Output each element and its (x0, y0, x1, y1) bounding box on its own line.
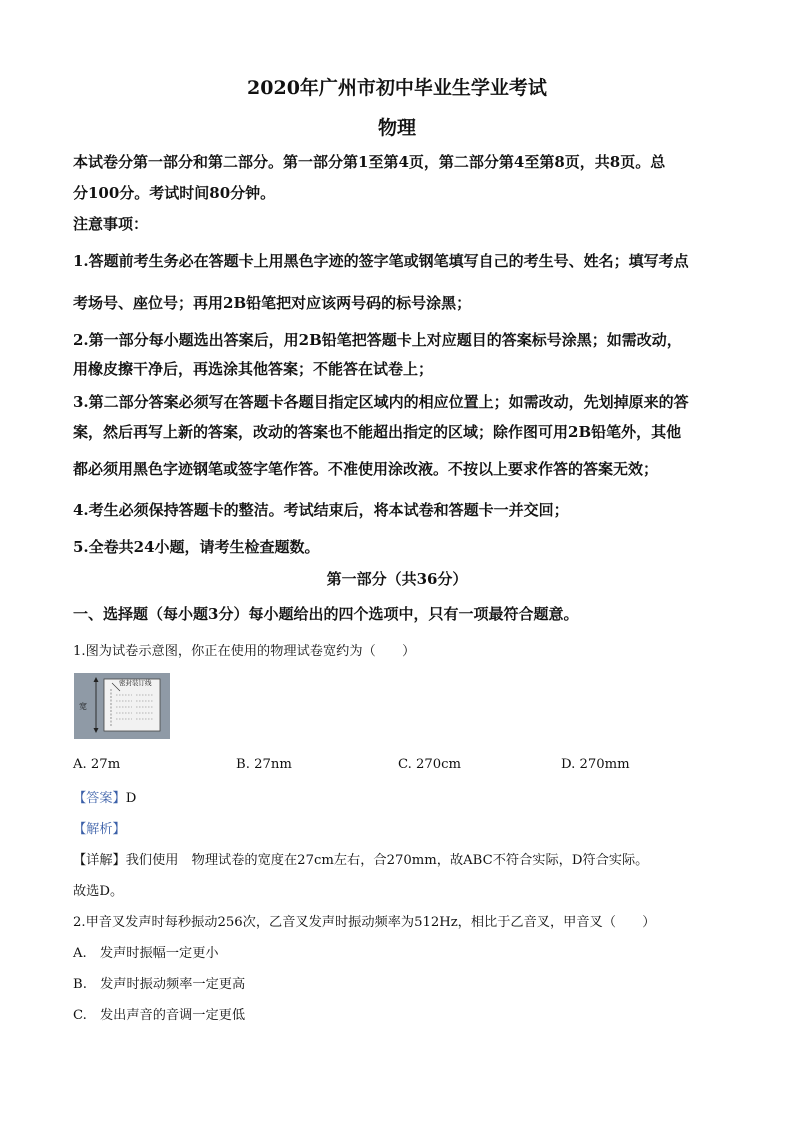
q2-option-c: C. 发出声音的音调一定更低 (73, 1008, 246, 1023)
part-heading: 第一部分（共36分） (326, 570, 468, 588)
q2-option-b: B. 发声时振动频率一定更高 (73, 977, 246, 992)
notice-line: 5.全卷共24小题，请考生检查题数。 (73, 538, 320, 556)
answer-value: D (125, 791, 137, 806)
intro-line-1: 本试卷分第一部分和第二部分。第一部分第1至第4页，第二部分第4至第8页，共8页。总 (73, 153, 666, 171)
exam-title: 2020年广州市初中毕业生学业考试 (247, 77, 547, 99)
notice-line: 都必须用黑色字迹钢笔或签字笔作答。不准使用涂改液。不按以上要求作答的答案无效； (73, 460, 659, 478)
notice-line: 3.第二部分答案必须写在答题卡各题目指定区域内的相应位置上；如需改动，先划掉原来的答 (73, 393, 689, 411)
q1-option-a: A. 27m (73, 757, 121, 772)
detail-tag: 【详解】 (73, 853, 126, 868)
exam-subject: 物理 (377, 117, 416, 139)
q2-option-a: A. 发声时振幅一定更小 (73, 946, 219, 961)
q1-option-c: C. 270cm (398, 757, 462, 772)
notice-line: 4.考生必须保持答题卡的整洁。考试结束后，将本试卷和答题卡一并交回； (73, 501, 569, 519)
figure-label-width: 宽 (79, 702, 87, 711)
intro-line-2: 分100分。考试时间80分钟。 (73, 184, 276, 202)
q1-analysis-tag: 【解析】 (73, 822, 126, 837)
section-heading: 一、选择题（每小题3分）每小题给出的四个选项中，只有一项最符合题意。 (73, 605, 579, 623)
notice-line: 案，然后再写上新的答案，改动的答案也不能超出指定的区域；除作图可用2B铅笔外，其他 (73, 423, 682, 441)
detail-text: 我们使用 物理试卷的宽度在27cm左右，合270mm，故ABC不符合实际，D符合实际。 (125, 853, 649, 868)
notice-heading: 注意事项： (73, 215, 149, 233)
answer-tag: 【答案】 (73, 791, 126, 806)
q1-conclusion: 故选D。 (73, 884, 124, 899)
notice-line: 用橡皮擦干净后，再选涂其他答案；不能答在试卷上； (73, 360, 434, 378)
question-2-stem: 2.甲音叉发声时每秒振动256次，乙音叉发声时振动频率为512Hz，相比于乙音叉，甲音叉（ ） (73, 915, 656, 930)
notice-line: 2.第一部分每小题选出答案后，用2B铅笔把答题卡上对应题目的答案标号涂黑；如需改动， (73, 331, 682, 349)
q1-option-d: D. 270mm (561, 757, 630, 772)
q1-detail (73, 849, 648, 868)
q1-answer (73, 787, 136, 806)
notice-line: 1.答题前考生务必在答题卡上用黑色字迹的签字笔或钢笔填写自己的考生号、姓名；填写考点 (73, 252, 689, 270)
figure-label-seal-line: 密封装订线 (119, 679, 152, 687)
exam-paper-figure (74, 673, 170, 739)
question-1-stem: 1.图为试卷示意图，你正在使用的物理试卷宽约为（ ） (73, 644, 416, 659)
q1-option-b: B. 27nm (236, 757, 292, 772)
notice-line: 考场号、座位号；再用2B铅笔把对应该两号码的标号涂黑； (73, 294, 472, 312)
